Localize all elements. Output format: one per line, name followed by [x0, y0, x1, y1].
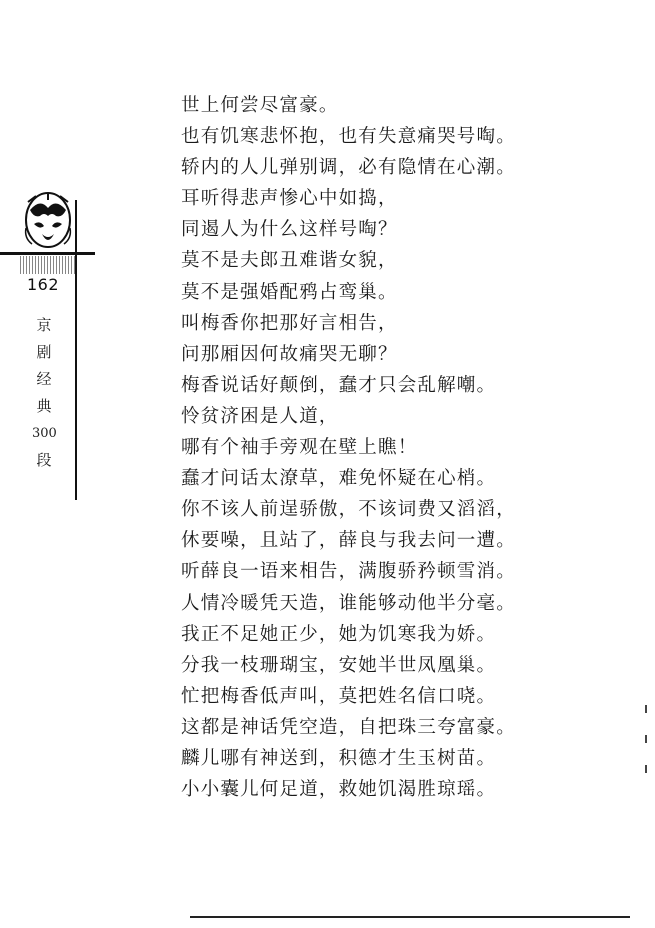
lyric-line: 问那厢因何故痛哭无聊？	[181, 343, 398, 365]
series-title-char: 300	[32, 426, 57, 441]
lyric-line: 麟儿哪有神送到，积德才生玉树苗。	[181, 747, 497, 769]
lyric-line: 忙把梅香低声叫，莫把姓名信口哓。	[181, 685, 497, 707]
lyric-line: 也有饥寒悲怀抱，也有失意痛哭号啕。	[181, 126, 516, 148]
series-title-char: 经	[36, 370, 52, 388]
lyric-line: 这都是神话凭空造，自把珠三夸富豪。	[181, 716, 516, 738]
series-title-char: 段	[36, 451, 52, 469]
page-number: 162	[27, 275, 60, 294]
margin-rule-horizontal	[0, 252, 95, 255]
series-title-char: 京	[36, 316, 52, 334]
lyric-line: 世上何尝尽富豪。	[181, 95, 339, 116]
lyric-line: 怜贫济困是人道，	[181, 405, 339, 427]
lyric-line: 梅香说话好颠倒，蠢才只会乱解嘲。	[181, 374, 497, 396]
series-title-char: 剧	[36, 343, 52, 361]
bottom-rule	[190, 916, 630, 918]
lyric-line: 轿内的人儿弹别调，必有隐情在心潮。	[181, 157, 516, 179]
lyric-line: 分我一枝珊瑚宝，安她半世凤凰巢。	[181, 654, 497, 676]
lyric-line: 蠢才问话太潦草，难免怀疑在心梢。	[181, 468, 497, 490]
margin-rule-hatching	[20, 256, 75, 274]
lyric-line: 叫梅香你把那好言相告，	[181, 312, 398, 334]
lyric-line: 你不该人前逞骄傲，不该词费又滔滔，	[181, 499, 516, 521]
lyric-line: 听薛良一语来相告，满腹骄矜顿雪消。	[181, 561, 516, 583]
lyric-line: 同遏人为什么这样号啕？	[181, 219, 398, 241]
lyric-line: 耳听得悲声惨心中如捣，	[181, 188, 398, 210]
lyric-line: 莫不是夫郎丑难谐女貌，	[181, 250, 398, 272]
margin-rule-vertical	[75, 200, 77, 500]
lyric-line: 休要噪，且站了，薛良与我去问一遭。	[181, 530, 516, 552]
lyric-line: 人情冷暖凭天造，谁能够动他半分毫。	[181, 592, 516, 614]
series-title-char: 典	[36, 397, 52, 415]
series-title	[32, 312, 56, 474]
lyric-line: 莫不是强婚配鸦占鸾巢。	[181, 281, 398, 303]
opera-mask-icon	[22, 190, 74, 250]
lyric-text	[181, 90, 621, 805]
lyric-line: 哪有个袖手旁观在壁上瞧！	[181, 437, 418, 459]
lyric-line: 我正不足她正少，她为饥寒我为娇。	[181, 623, 497, 645]
lyric-line: 小小囊儿何足道，救她饥渴胜琼瑶。	[181, 779, 497, 801]
scan-edge-marks	[645, 705, 647, 795]
